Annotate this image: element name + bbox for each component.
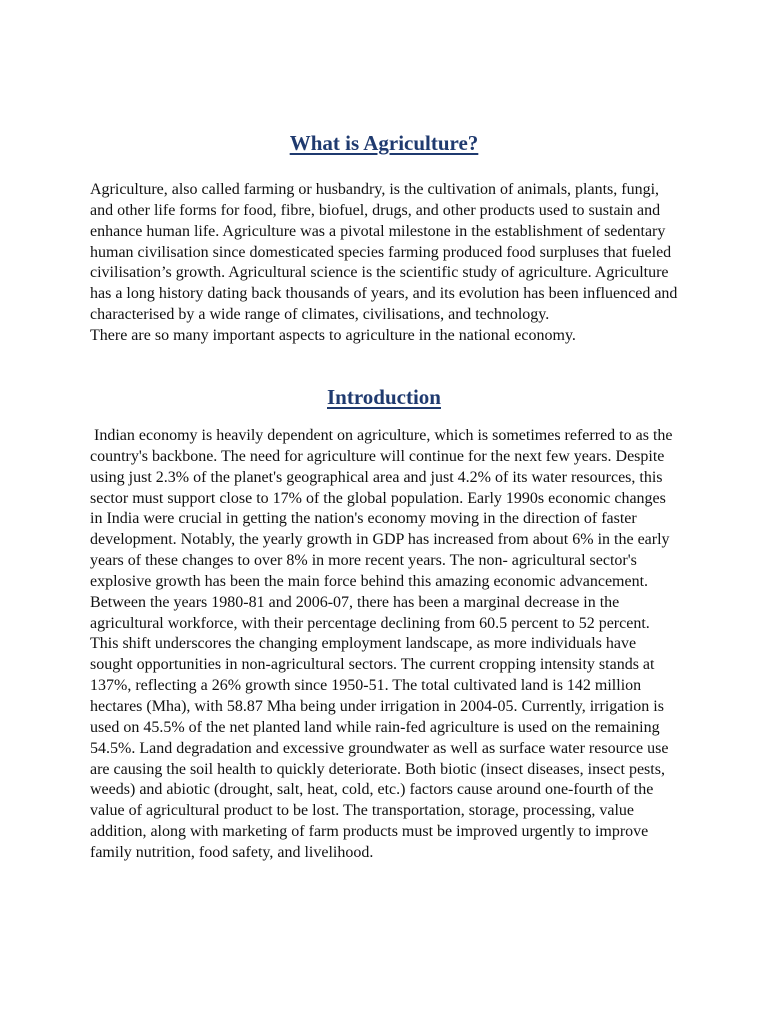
section-title-what-is-agriculture: What is Agriculture? [289,131,479,155]
paragraph-definition: Agriculture, also called farming or husbandry, is the cultivation of animals, plants, fungi, and other life forms for food, fibre, biofuel, drugs, and other products used to sustain and enhance human life. Agriculture was a pivotal milestone in the establishment of sedentary human civilisation since domesticated species farming produced food surpluses that fueled civilisation’s growth. Agricultural science is the scientific study of agriculture. Agriculture has a long history dating back thousands of years, and its evolution has been influenced and characterised by a wide range of climates, civilisations, and technology. [90,181,678,324]
paragraph-importance: There are so many important aspects to agriculture in the national economy. [90,326,576,344]
paragraph-introduction-text: Indian economy is heavily dependent on agriculture, which is sometimes referred to as the country's backbone. The need for agriculture will continue for the next few years. Despite using just 2.3% of the planet's geographical area and just 4.2% of its water resources, this sector must support close to 17% of the global population. Early 1990s economic changes in India were crucial in getting the nation's economy moving in the direction of faster development. Notably, the yearly growth in GDP has increased from about 6% in the early years of these changes to over 8% in more recent years. The non- agricultural sector's explosive growth has been the main force behind this amazing economic advancement. Between the years 1980-81 and 2006-07, there has been a marginal decrease in the agricultural workforce, with their percentage declining from 60.5 percent to 52 percent. This shift underscores the changing employment landscape, as more individuals have sought opportunities in non-agricultural sectors. The current cropping intensity stands at 137%, reflecting a 26% growth since 1950-51. The total cultivated land is 142 million hectares (Mha), with 58.87 Mha being under irrigation in 2004-05. Currently, irrigation is used on 45.5% of the net planted land while rain-fed agriculture is used on the remaining 54.5%. Land degradation and excessive groundwater as well as surface water resource use are causing the soil health to quickly deteriorate. Both biotic (insect diseases, insect pests, weeds) and abiotic (drought, salt, heat, cold, etc.) factors cause around one-fourth of the value of agricultural product to be lost. The transportation, storage, processing, value addition, along with marketing of farm products must be improved urgently to improve family nutrition, food safety, and livelihood. [90,427,673,861]
paragraph-introduction [90,426,678,864]
section-title-introduction: Introduction [327,385,441,409]
section-body-what-is-agriculture [90,180,678,347]
section-body-introduction [90,426,678,864]
